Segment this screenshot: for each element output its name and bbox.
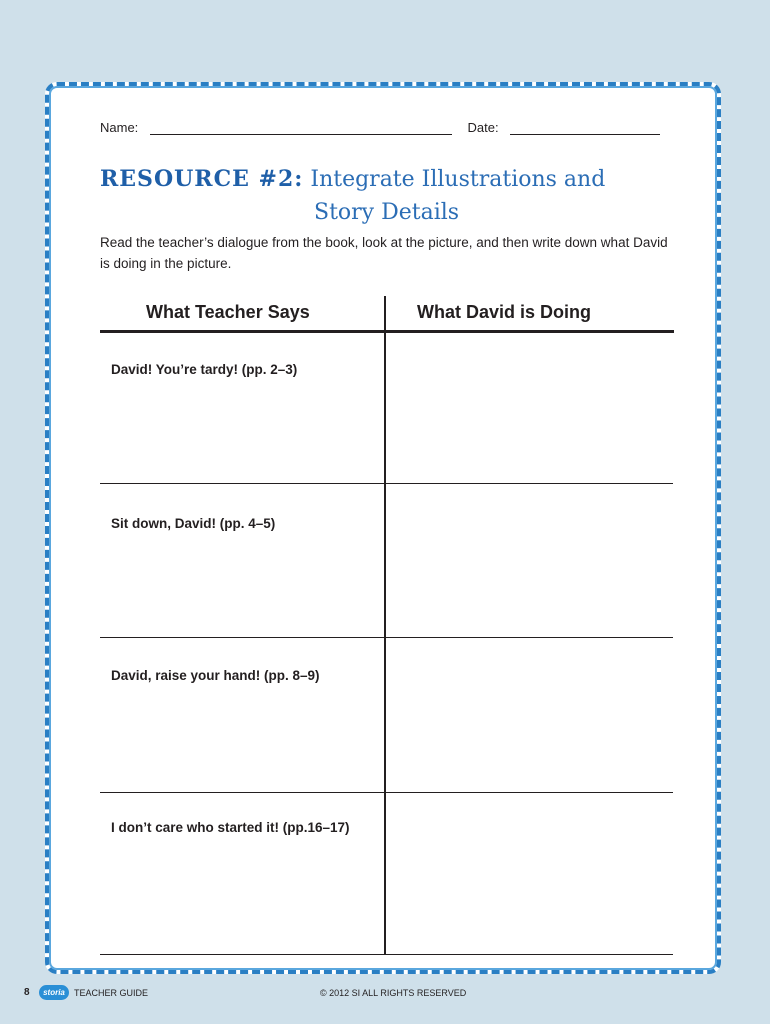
name-label: Name:: [100, 120, 139, 135]
row-divider: [100, 483, 673, 484]
teacher-guide-label: TEACHER GUIDE: [74, 988, 149, 998]
name-date-row: [100, 120, 660, 135]
copyright-text: © 2012 SI ALL RIGHTS RESERVED: [320, 988, 467, 998]
column-header-david: What David is Doing: [417, 302, 592, 322]
table-row-teacher-text: Sit down, David! (pp. 4–5): [111, 516, 276, 531]
column-divider: [384, 296, 386, 954]
resource-label: RESOURCE #2:: [100, 166, 304, 192]
row-divider: [100, 637, 673, 638]
table-row-teacher-text: David, raise your hand! (pp. 8–9): [111, 668, 320, 683]
storia-logo: storia: [39, 985, 69, 1000]
table-row-teacher-text: David! You’re tardy! (pp. 2–3): [111, 362, 298, 377]
instructions-text: Read the teacher’s dialogue from the book, look at the picture, and then write down what David is doing in the picture.: [100, 235, 668, 271]
date-label: Date:: [467, 120, 499, 135]
name-field[interactable]: [150, 122, 452, 135]
answer-cell[interactable]: [388, 485, 672, 636]
answer-cell[interactable]: [388, 639, 672, 791]
title-line-2: Story Details: [314, 200, 460, 225]
header-rule: [100, 330, 674, 333]
column-header-teacher: What Teacher Says: [146, 302, 310, 322]
row-divider: [100, 954, 673, 955]
title-line-1: Integrate Illustrations and: [310, 167, 606, 192]
row-divider: [100, 792, 673, 793]
table-row-teacher-text: I don’t care who started it! (pp.16–17): [111, 820, 350, 835]
answer-cell[interactable]: [388, 334, 672, 482]
date-field[interactable]: [510, 122, 660, 135]
page-number: 8: [24, 987, 30, 998]
page-title: [100, 163, 660, 229]
answer-cell[interactable]: [388, 794, 672, 953]
